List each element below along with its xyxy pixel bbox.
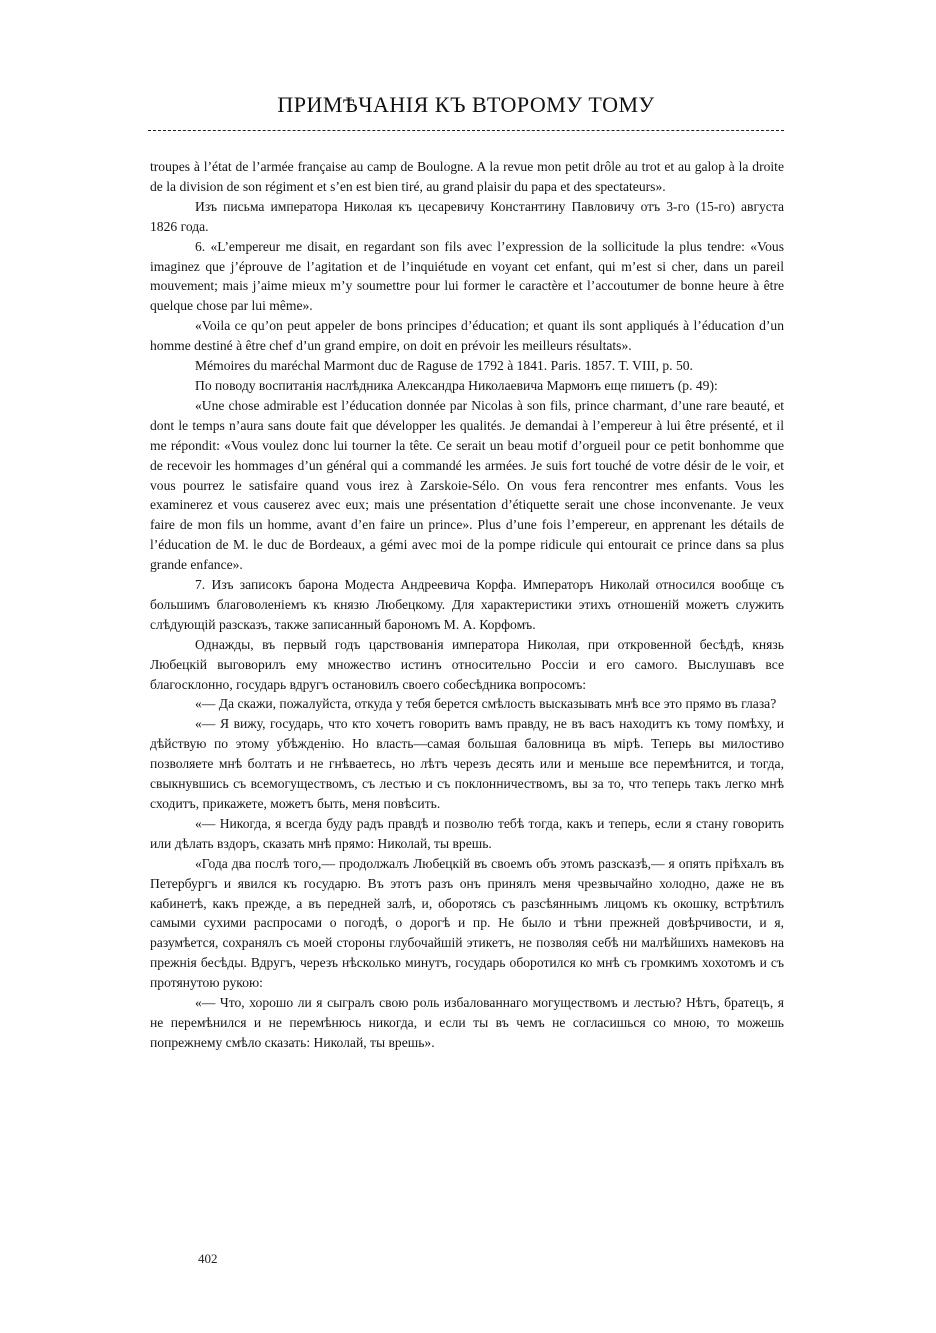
page-title: ПРИМѢЧАНІЯ КЪ ВТОРОМУ ТОМУ xyxy=(277,92,655,117)
paragraph: Однажды, въ первый годъ царствованія императора Николая, при откровенной бесѣдѣ, князь Любецкій выговорилъ ему множество истинъ относительно Россіи и его самого. Выслушавъ все благосклонно, государь вдругъ остановилъ своего собесѣдника вопросомъ: xyxy=(150,636,784,692)
paragraph: «Года два послѣ того,— продолжалъ Любецкій въ своемъ объ этомъ разсказѣ,— я опять пріѣхалъ въ Петербургъ и явился къ государю. Въ этотъ разъ онъ принялъ меня чрезвычайно холодно, даже не въ кабинетѣ, какъ прежде, а въ передней залѣ, и, оборотясь съ разсѣяннымъ лицомъ къ окошку, встрѣтилъ самыми сухими распросами о погодѣ, о дорогѣ и пр. Не было и тѣни прежней довѣрчивости, и я, разумѣется, сохранялъ съ моей стороны глубочайшій этикетъ, не позволяя себѣ ни малѣйшихъ намековъ на прежнія бесѣды. Вдругъ, черезъ нѣсколько минутъ, государь оборотился ко мнѣ съ громкимъ хохотомъ и съ протянутою рукою: xyxy=(150,855,784,991)
paragraph: Mémoires du maréchal Marmont duc de Raguse de 1792 à 1841. Paris. 1857. T. VIII, p. 50. xyxy=(195,358,693,374)
paragraph: 6. «L’empereur me disait, en regardant son fils avec l’expression de la sollicitude la plus tendre: «Vous imaginez que j’éprouve de l’agitation et de l’inquiétude en voyant cet enfant, qui m’est si cher, dans un pareil mouvement; mais j’aime mieux m’y soumettre pour lui former le caractère et l’accoutumer de bonne heure à être quelque chose par lui même». xyxy=(150,238,784,314)
paragraph: «— Я вижу, государь, что кто хочетъ говорить вамъ правду, не въ васъ находитъ къ тому помѣху, и дѣйствую по этому убѣжденію. Но власть—самая большая баловница въ мірѣ. Теперь вы милостиво позволяете мнѣ болтать и не гнѣваетесь, но лѣтъ черезъ десять или и меньше все перемѣнится, и тогда, свыкнувшись съ всемогуществомъ, съ лестью и съ поклонничествомъ, вы за то, что теперь такъ легко мнѣ сходитъ, прикажете, можетъ быть, меня повѣсить. xyxy=(150,716,784,811)
body-text xyxy=(150,157,784,1053)
paragraph: 7. Изъ записокъ барона Модеста Андреевича Корфа. Императоръ Николай относился вообще съ большимъ благоволеніемъ къ князю Любецкому. Для характеристики этихъ отношеній можетъ служить слѣдующій разсказъ, также записанный барономъ М. А. Корфомъ. xyxy=(150,577,784,632)
page-number: 402 xyxy=(198,1251,218,1266)
paragraph: «Une chose admirable est l’éducation donnée par Nicolas à son fils, prince charmant, d’une rare beauté, et dont le temps n’aura sans doute fait que développer les qualités. Je demandai à l’empereur à lui être présenté, et il me répondit: «Vous voulez donc lui tourner la tête. Ce serait un beau motif d’orgueil pour ce petit bonhomme que de recevoir les hommages d’un général qui a commandé les armées. Je suis fort touché de votre désir de le voir, et vous pourrez le satisfaire quand vous irez à Zarskoie-Sélo. On vous fera rencontrer mes enfants. Vous les examinerez et vous causerez avec eux; mais une présentation d’étiquette serait une chose inconvenante. Je veux faire de mon fils un homme, avant d’en faire un prince». Plus d’une fois l’empereur, en apprenant les détails de l’éducation de M. le duc de Bordeaux, a gémi avec moi de la pompe ridicule qui entourait ce prince dans sa plus grande enfance». xyxy=(150,397,784,573)
paragraph: «— Никогда, я всегда буду радъ правдѣ и позволю тебѣ тогда, какъ и теперь, если я стану говорить или дѣлать вздоръ, сказать мнѣ прямо: Николай, ты врешь. xyxy=(150,815,784,851)
paragraph: «Voila ce qu’on peut appeler de bons principes d’éducation; et quant ils sont appliqués à l’éducation d’un homme destiné à être chef d’un grand empire, on doit en prévoir les meilleurs résultats». xyxy=(150,318,784,354)
paragraph: «— Да скажи, пожалуйста, откуда у тебя берется смѣлость высказывать мнѣ все это прямо въ глаза? xyxy=(195,696,777,712)
paragraph: По поводу воспитанія наслѣдника Александра Николаевича Мармонъ еще пишетъ (p. 49): xyxy=(195,377,718,393)
paragraph: troupes à l’état de l’armée française au camp de Boulogne. A la revue mon petit drôle au trot et au galop à la droite de la division de son régiment et s’en est bien tiré, au grand plaisir du papa et des spectateurs». xyxy=(150,159,784,194)
paragraph: «— Что, хорошо ли я сыгралъ свою роль избалованнаго могуществомъ и лестью? Нѣтъ, братецъ, я не перемѣнился и не перемѣнюсь никогда, и если ты въ чемъ не согласишься со мною, то можешь попрежнему смѣло сказать: Николай, ты врешь». xyxy=(150,995,784,1050)
paragraph: Изъ письма императора Николая къ цесаревичу Константину Павловичу отъ 3-го (15-го) августа 1826 года. xyxy=(150,198,784,234)
header-divider xyxy=(148,130,784,131)
